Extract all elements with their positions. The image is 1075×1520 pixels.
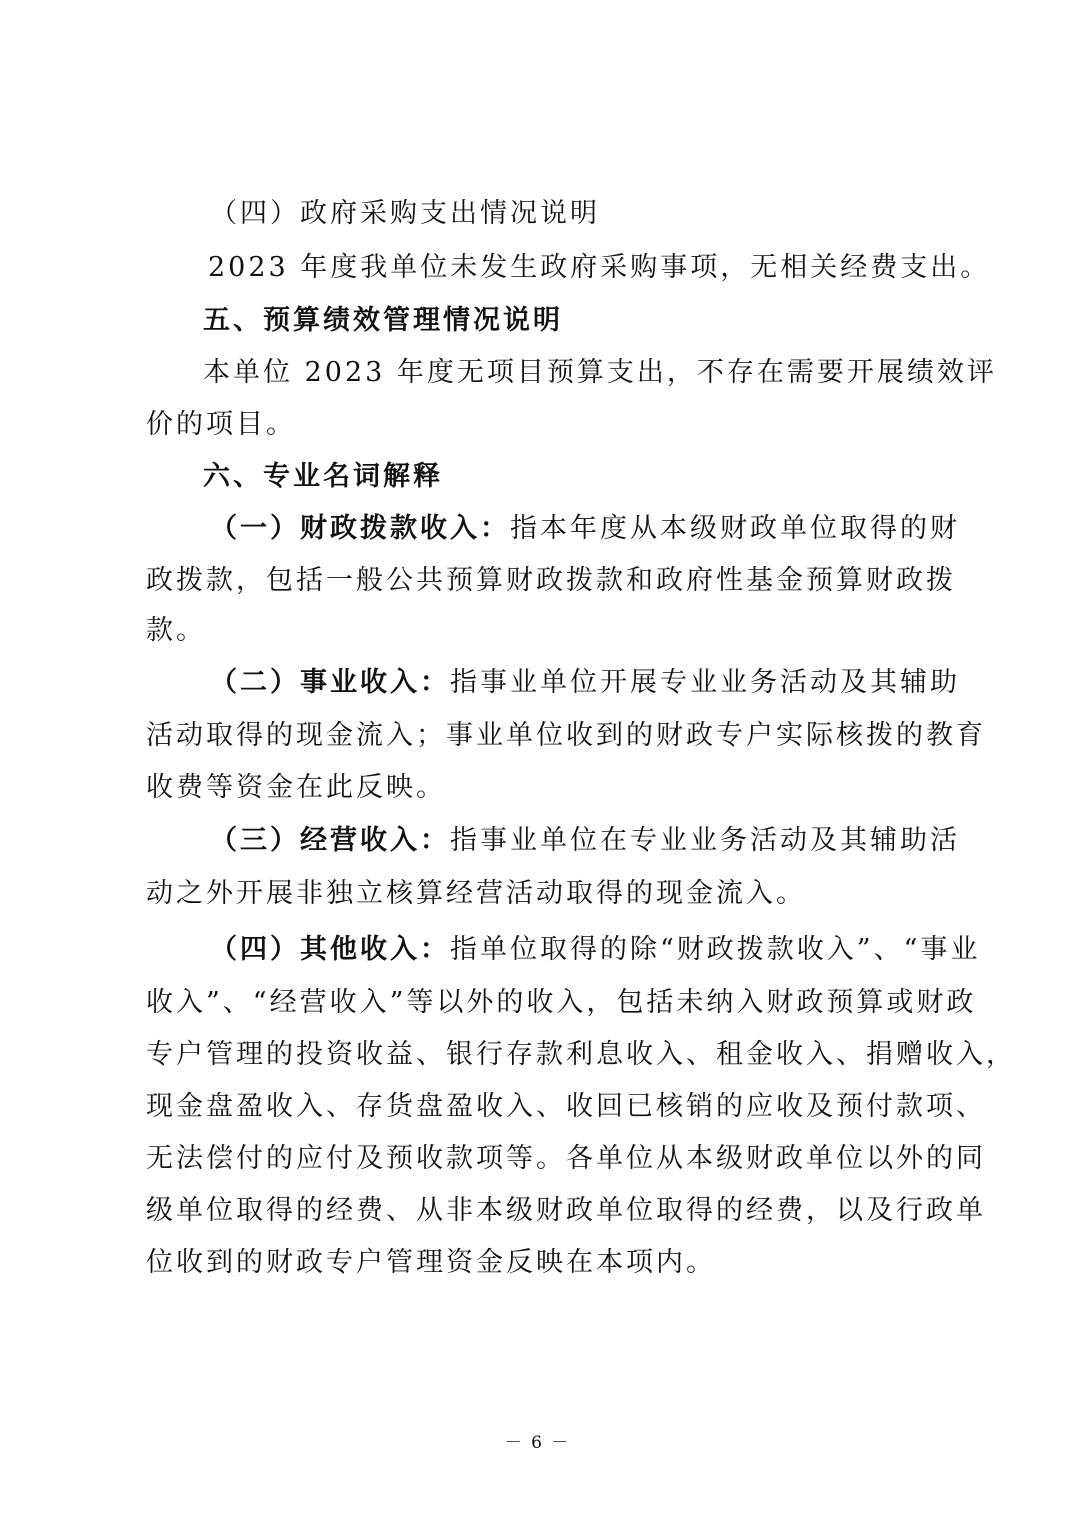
line-text: 现金盘盈收入、存货盘盈收入、收回已核销的应收及预付款项、 <box>146 1091 986 1122</box>
term-label: （四）其他收入： <box>210 934 450 965</box>
term-label: （一）财政拨款收入： <box>210 513 510 544</box>
line-text: 专户管理的投资收益、银行存款利息收入、租金收入、捐赠收入， <box>146 1039 1016 1070</box>
term-business-income-line-3 <box>146 770 446 806</box>
term-other-income-line-3 <box>146 1037 1016 1073</box>
line-text: 收入”、“经营收入”等以外的收入，包括未纳入财政预算或财政 <box>146 987 977 1018</box>
term-other-income-line-6 <box>146 1193 986 1229</box>
term-fiscal-appropriation-line-2 <box>146 563 956 599</box>
line-text: 五、预算绩效管理情况说明 <box>203 305 563 336</box>
term-label: （二）事业收入： <box>210 667 450 698</box>
line-text: 2023 年度我单位未发生政府采购事项，无相关经费支出。 <box>208 252 991 283</box>
term-business-income-line-1 <box>210 665 960 701</box>
paragraph-performance-line-2 <box>146 407 296 443</box>
term-other-income-line-4 <box>146 1089 986 1125</box>
page-number: － 6 － <box>504 1433 571 1453</box>
line-text: 指事业单位在专业业务活动及其辅助活 <box>450 825 960 856</box>
line-text: 本单位 2023 年度无项目预算支出，不存在需要开展绩效评 <box>203 357 997 388</box>
term-other-income-line-5 <box>146 1141 986 1177</box>
paragraph-performance-line-1 <box>203 355 997 391</box>
line-text: 指单位取得的除“财政拨款收入”、“事业 <box>450 934 981 965</box>
line-text: 活动取得的现金流入；事业单位收到的财政专户实际核拨的教育 <box>146 720 986 751</box>
line-text: 动之外开展非独立核算经营活动取得的现金流入。 <box>146 878 806 909</box>
term-label: （三）经营收入： <box>210 825 450 856</box>
line-text: 指本年度从本级财政单位取得的财 <box>510 513 960 544</box>
term-other-income-line-7 <box>146 1245 716 1281</box>
line-text: 位收到的财政专户管理资金反映在本项内。 <box>146 1247 716 1278</box>
term-fiscal-appropriation-line-1 <box>210 511 960 547</box>
term-operating-income-line-1 <box>210 823 960 859</box>
line-text: 收费等资金在此反映。 <box>146 772 446 803</box>
line-text: 六、专业名词解释 <box>203 461 443 492</box>
subsection-heading-government-procurement <box>210 196 600 232</box>
section-heading-terminology <box>203 459 443 495</box>
paragraph-government-procurement <box>208 250 990 286</box>
line-text: 政拨款，包括一般公共预算财政拨款和政府性基金预算财政拨 <box>146 565 956 596</box>
term-business-income-line-2 <box>146 718 986 754</box>
line-text: 级单位取得的经费、从非本级财政单位取得的经费，以及行政单 <box>146 1195 986 1226</box>
section-heading-performance-management <box>203 303 563 339</box>
term-other-income-line-2 <box>146 985 976 1021</box>
line-text: （四）政府采购支出情况说明 <box>210 198 600 229</box>
term-other-income-line-1 <box>210 932 980 968</box>
term-fiscal-appropriation-line-3 <box>146 613 206 649</box>
line-text: 无法偿付的应付及预收款项等。各单位从本级财政单位以外的同 <box>146 1143 986 1174</box>
line-text: 价的项目。 <box>146 409 296 440</box>
term-operating-income-line-2 <box>146 876 806 912</box>
line-text: 款。 <box>146 615 206 646</box>
line-text: 指事业单位开展专业业务活动及其辅助 <box>450 667 960 698</box>
